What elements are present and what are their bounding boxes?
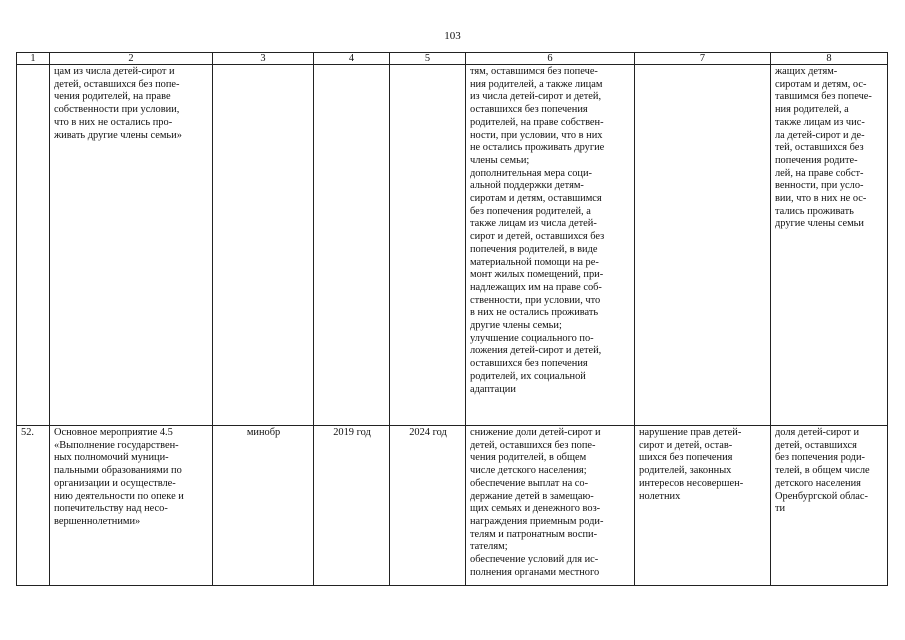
text-line: сиротам и детям, ос- [775, 78, 867, 90]
text-line: тям, оставшимся без попече- [470, 66, 598, 77]
text-line: цам из числа детей-сирот и [54, 66, 175, 77]
header-row [17, 53, 888, 65]
text-line: нарушение прав детей- [639, 427, 742, 438]
text-line: без попечения родителей, а [470, 205, 591, 217]
cell-consequences [635, 426, 771, 586]
text-line: члены семьи; [470, 154, 530, 166]
text-line: нию деятельности по опеке и [54, 490, 184, 502]
cell-executor [213, 65, 314, 426]
text-line: родителей, их социальной [470, 370, 586, 382]
text-line: интересов несовершен- [639, 477, 744, 489]
text-line: шихся без попечения [639, 452, 733, 464]
text-line: другие члены семьи; [470, 320, 562, 332]
text-line: детей, оставшихся без попе- [54, 78, 180, 90]
text-line: ных полномочий муници- [54, 452, 169, 464]
text-line: обеспечение выплат на со- [470, 477, 589, 489]
text-line: лей, на праве собст- [775, 167, 864, 179]
text-line: организации и осуществле- [54, 477, 176, 489]
text-line: Основное мероприятие 4.5 [54, 427, 173, 438]
text-line: попечительству над несо- [54, 503, 168, 515]
text-line: сирот и детей, остав- [639, 439, 733, 451]
header-col-5: 5 [390, 53, 466, 65]
text-line: вии, что в них не ос- [775, 193, 867, 205]
text-line: что в них не остались про- [54, 116, 173, 128]
table-row-52 [17, 426, 888, 586]
text-line: Оренбургской облас- [775, 490, 868, 502]
text-line: ственности, при условии, что [470, 294, 601, 306]
text-line: оставшихся без попечения [470, 358, 588, 370]
text-line: тателям; [470, 541, 508, 553]
cell-executor: минобр [213, 426, 314, 586]
cell-measure-name [50, 65, 213, 426]
text-line: ния родителей, а также лицам [470, 78, 603, 90]
cell-end-year [390, 65, 466, 426]
text-line: тались проживать [775, 205, 854, 217]
header-col-4: 4 [314, 53, 390, 65]
header-col-2: 2 [50, 53, 213, 65]
text-line: родителей, законных [639, 465, 732, 477]
cell-end-year: 2024 год [390, 426, 466, 586]
cell-measure-name [50, 426, 213, 586]
text-line: альной поддержки детям- [470, 180, 584, 192]
text-line: детского населения [775, 477, 861, 489]
text-line: телям и патронатным воспи- [470, 528, 598, 540]
text-line: также лицам из чис- [775, 116, 865, 128]
text-line: награждения приемным роди- [470, 515, 604, 527]
text-line: пальными образованиями по [54, 465, 182, 477]
text-line: щих семьях и денежного воз- [470, 503, 601, 515]
measures-table [16, 52, 888, 586]
text-line: держание детей в замещаю- [470, 490, 594, 502]
text-line: числе детского населения; [470, 465, 587, 477]
header-col-3: 3 [213, 53, 314, 65]
text-line: ла детей-сирот и де- [775, 129, 865, 141]
cell-expected-result [466, 65, 635, 426]
cell-expected-result [466, 426, 635, 586]
text-line: обеспечение условий для ис- [470, 554, 599, 566]
text-line: монт жилых помещений, при- [470, 269, 604, 281]
text-line: из числа детей-сирот и детей, [470, 91, 602, 103]
text-line: попечения родите- [775, 154, 858, 166]
header-col-8: 8 [771, 53, 888, 65]
text-line: надлежащих им на праве соб- [470, 281, 602, 293]
text-line: материальной помощи на ре- [470, 256, 599, 268]
header-col-1: 1 [17, 53, 50, 65]
text-line: тавшимся без попече- [775, 91, 872, 103]
text-line: доля детей-сирот и [775, 427, 860, 438]
text-line: дополнительная мера соци- [470, 167, 593, 179]
text-line: оставшихся без попечения [470, 104, 588, 116]
text-line: другие члены семьи [775, 218, 864, 230]
text-line: тей, оставшихся без [775, 142, 864, 154]
text-line: собственности при условии, [54, 104, 180, 116]
text-line: адаптации [470, 383, 516, 395]
text-line: венности, при усло- [775, 180, 864, 192]
text-line: детей, оставшихся [775, 439, 857, 451]
cell-consequences [635, 65, 771, 426]
text-line: жащих детям- [775, 66, 838, 77]
text-line: чения родителей, на праве [54, 91, 171, 103]
text-line: не остались проживать другие [470, 142, 605, 154]
text-line: нолетних [639, 490, 681, 502]
text-line: попечения родителей, в виде [470, 243, 598, 255]
cell-number [17, 65, 50, 426]
text-line: сирот и детей, оставшихся без [470, 231, 605, 243]
page-number: 103 [444, 30, 461, 42]
text-line: детей, оставшихся без попе- [470, 439, 596, 451]
text-line: ти [775, 503, 786, 515]
text-line: живать другие члены семьи» [54, 129, 182, 141]
cell-number: 52. [17, 426, 50, 586]
text-line: чения родителей, в общем [470, 452, 587, 464]
text-line: в них не остались проживать [470, 307, 599, 319]
header-col-6: 6 [466, 53, 635, 65]
text-line: без попечения роди- [775, 452, 865, 464]
text-line: «Выполнение государствен- [54, 439, 179, 451]
text-line: сиротам и детям, оставшимся [470, 193, 602, 205]
text-line: улучшение социального по- [470, 332, 594, 344]
text-line: снижение доли детей-сирот и [470, 427, 601, 438]
text-line: вершеннолетними» [54, 515, 141, 527]
cell-start-year [314, 65, 390, 426]
header-col-7: 7 [635, 53, 771, 65]
text-line: ложения детей-сирот и детей, [470, 345, 602, 357]
text-line: также лицам из числа детей- [470, 218, 597, 230]
text-line: родителей, на праве собствен- [470, 116, 604, 128]
table-row-continuation [17, 65, 888, 426]
cell-indicator [771, 426, 888, 586]
text-line: ности, при условии, что в них [470, 129, 603, 141]
text-line: ния родителей, а [775, 104, 849, 116]
text-line: телей, в общем числе [775, 465, 870, 477]
text-line: полнения органами местного [470, 566, 600, 578]
cell-start-year: 2019 год [314, 426, 390, 586]
cell-indicator [771, 65, 888, 426]
